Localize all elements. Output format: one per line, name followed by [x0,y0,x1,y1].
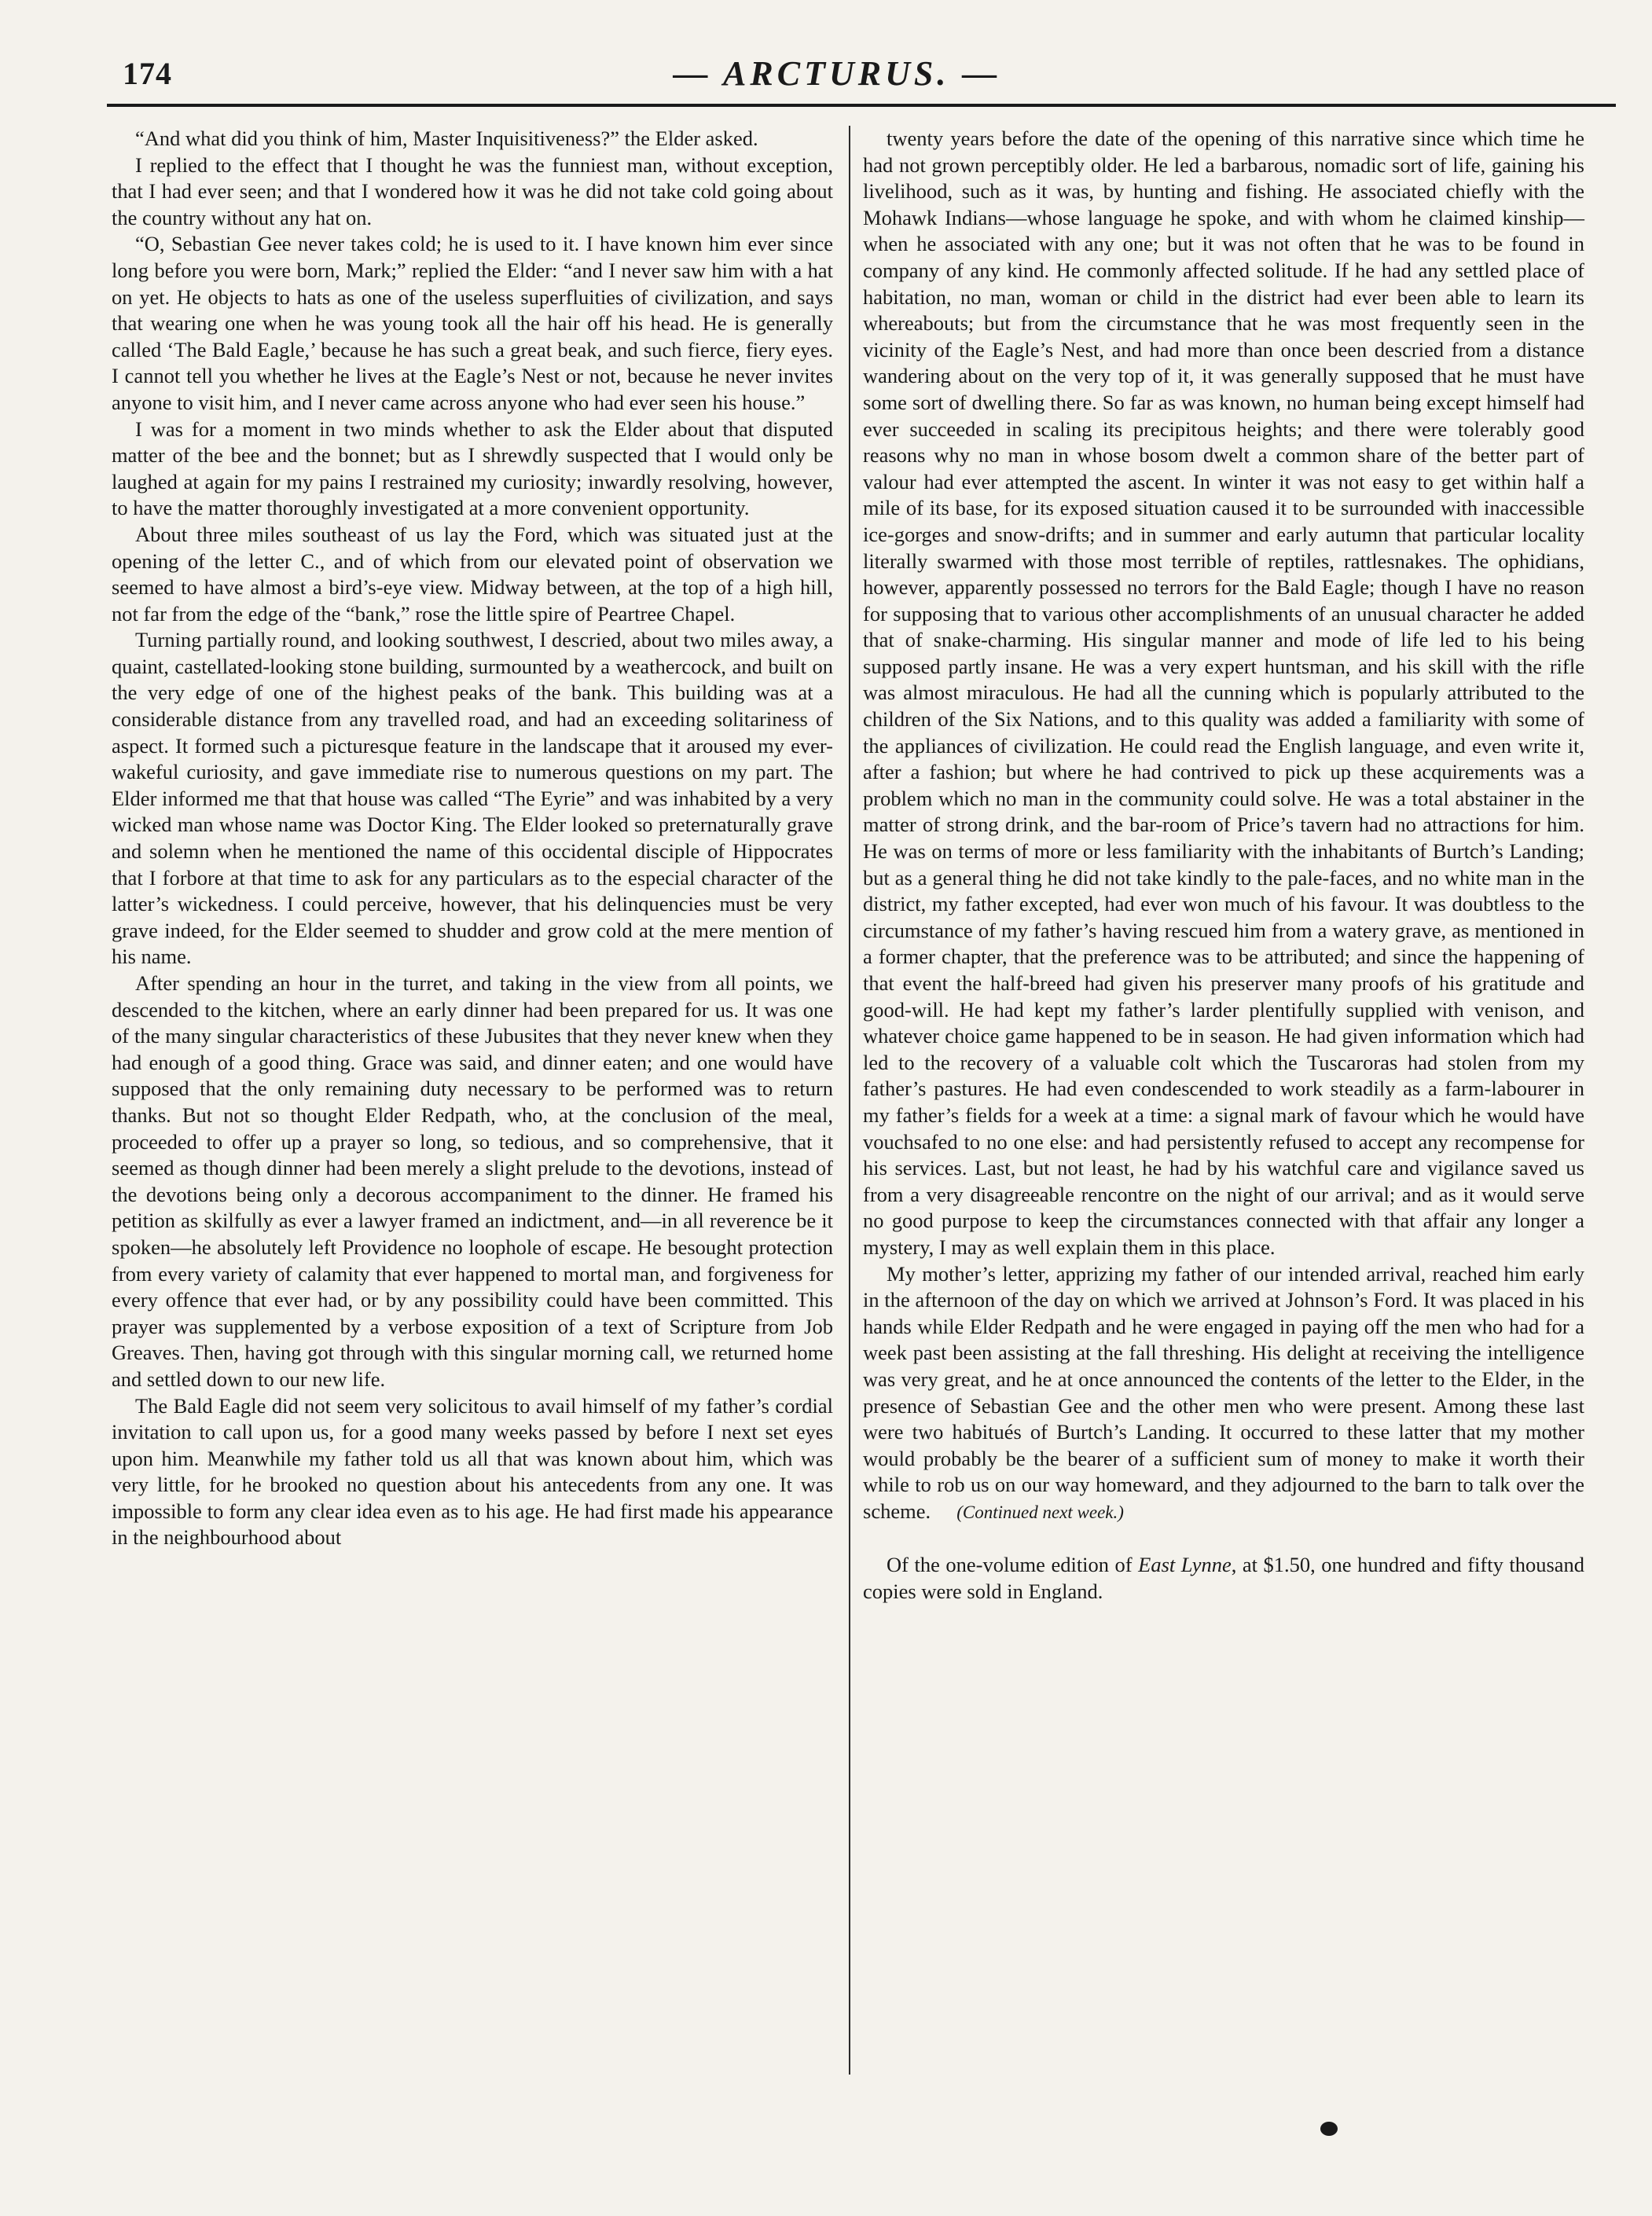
paragraph: The Bald Eagle did not seem very solicitous to avail himself of my father’s cordial invitation to call upon us, for a good many weeks passed by before I next set eyes upon him. Meanwhile my father told us all that was known about him, which was very little, for he brooked no question about his antecedents from any one. It was impossible to form any clear idea even as to his age. He had first made his appearance in the neighbourhood about [112,1393,833,1550]
header-rule [107,104,1616,107]
page-header [79,50,1595,105]
paragraph [863,1261,1584,1526]
spacer [863,1525,1584,1552]
continued-note: (Continued next week.) [956,1502,1124,1522]
paragraph: “And what did you think of him, Master Inquisitiveness?” the Elder asked. [135,127,758,150]
left-column [112,126,833,1551]
paragraph: Turning partially round, and looking southwest, I descried, about two miles away, a quaint, castellated-looking stone building, surmounted by a weathercock, and built on the very edge of one of the highest peaks of the bank. This building was at a considerable distance from any travelled road, and had an exceeding solitariness of aspect. It formed such a picturesque feature in the landscape that it aroused my ever-wakeful curiosity, and gave immediate rise to numerous questions on my part. The Elder informed me that that house was called “The Eyrie” and was inhabited by a very wicked man whose name was Doctor King. The Elder looked so preternaturally grave and solemn when he mentioned the name of this occidental disciple of Hippocrates that I forbore at that time to ask for any particulars as to the especial character of the latter’s wickedness. I could perceive, however, that his delinquencies must be very grave indeed, for the Elder seemed to shudder and grow cold at the mere mention of his name. [112,628,833,969]
paragraph: twenty years before the date of the opening of this narrative since which time he had not grown perceptibly older. He led a barbarous, nomadic sort of life, gaining his livelihood, such as it was, by hunting and fishing. He associated chiefly with the Mohawk Indians—whose language he spoke, and with whom he claimed kinship—when he associated with any one; but it was not often that he was to be found in company of any kind. He commonly affected solitude. If he had any settled place of habitation, no man, woman or child in the district had ever been able to learn its whereabouts; but from the circumstance that he was most frequently seen in the vicinity of the Eagle’s Nest, and had more than once been descried from a distance wandering about on the very top of it, it was generally supposed that he must have some sort of dwelling there. So far as was known, no human being except himself had ever succeeded in scaling its precipitous heights; and there were tolerably good reasons why no man in whose bosom dwelt a common share of the better part of valour had ever attempted the ascent. In winter it was not easy to get within half a mile of its base, for its exposed situation caused it to be surrounded with inaccessible ice-gorges and snow-drifts; and in summer and early autumn that particular locality literally swarmed with those most terrible of reptiles, rattlesnakes. The ophidians, however, apparently possessed no terrors for the Bald Eagle; though I have no reason for supposing that to various other accomplishments of an unusual character he added that of snake-charming. His singular manner and mode of life led to his being supposed partly insane. He was a very expert huntsman, and his skill with the rifle was almost miraculous. He had all the cunning which is popularly attributed to the children of the Six Nations, and to this quality was added a familiarity with some of the appliances of civilization. He could read the English language, and even write it, after a fashion; but where he had contrived to pick up these acquirements was a problem which no man in the community could solve. He was a total abstainer in the matter of strong drink, and the bar-room of Price’s tavern had no attractions for him. He was on terms of more or less familiarity with the inhabitants of Burtch’s Landing; but as a general thing he did not take kindly to the pale-faces, and no white man in the district, my father excepted, had ever won much of his favour. It was doubtless to the circumstance of my father’s having rescued him from a watery grave, as mentioned in a former chapter, that the preference was to be attributed; and since the happening of that event the half-breed had given his preserver many proofs of his gratitude and good-will. He had kept my father’s larder plentifully supplied with venison, and whatever choice game happened to be in season. He had given information which had led to the recovery of a valuable colt which the Tuscaroras had stolen from my father’s pastures. He had even condescended to work steadily as a farm-labourer in my father’s fields for a week at a time: a signal mark of favour which he would have vouchsafed to no one else: and had persistently refused to accept any recompense for his services. Last, but not least, he had by his watchful care and vigilance saved us from a very disagreeable rencontre on the night of our arrival; and as it would serve no good purpose to keep the circumstances connected with that affair any longer a mystery, I may as well explain them in this place. [863,127,1584,1259]
note-text: Of the one-volume edition of [887,1553,1133,1577]
masthead-title: — ARCTURUS. — [673,54,1001,93]
paragraph: About three miles southeast of us lay the Ford, which was situated just at the opening of the letter C., and of which from our elevated point of observation we seemed to have almost a bird’s-eye view. Midway between, at the top of a high hill, not far from the edge of the “bank,” rose the little spire of Peartree Chapel. [112,522,833,626]
book-title: East Lynne [1138,1553,1232,1577]
right-column [863,126,1584,1605]
paragraph: I was for a moment in two minds whether to ask the Elder about that disputed matter of the bee and the bonnet; but as I shrewdly suspected that I would only be laughed at again for my pains I restrained my curiosity; inwardly resolving, however, to have the matter thoroughly investigated at a more convenient opportunity. [112,416,833,520]
paragraph: I replied to the effect that I thought he was the funniest man, without exception, that I had ever seen; and that I wondered how it was he did not take cold going about the country without any hat on. [112,152,833,229]
ink-blot [1320,2122,1338,2136]
paragraph: After spending an hour in the turret, and taking in the view from all points, we descended to the kitchen, where an early dinner had been prepared for us. It was one of the many singular characteristics of these Jubusites that they never knew when they had enough of a good thing. Grace was said, and dinner eaten; and one would have supposed that the only remaining duty necessary to be performed was to return thanks. But not so thought Elder Redpath, who, at the conclusion of the meal, proceeded to offer up a prayer so long, so tedious, and so comprehensive, that it seemed as though dinner had been merely a slight prelude to the devotions, instead of the devotions being only a decorous accompaniment to the dinner. He framed his petition as skilfully as ever a lawyer framed an indictment, and—in all reverence be it spoken—he absolutely left Providence no loophole of escape. He besought protection from every variety of calamity that ever happened to mortal man, and forgiveness for every offence that ever had, or by any possibility could have been committed. This prayer was supplemented by a verbose exposition of a text of Scripture from Job Greaves. Then, having got through with this singular morning call, we returned home and settled down to our new life. [112,971,833,1391]
paragraph: “O, Sebastian Gee never takes cold; he is used to it. I have known him ever since long before you were born, Mark;” replied the Elder: “and I never saw him with a hat on yet. He objects to hats as one of the useless superfluities of civilization, and says that wearing one when he was young took all the hair off his head. He is generally called ‘The Bald Eagle,’ because he has such a great beak, and such fierce, fiery eyes. I cannot tell you whether he lives at the Eagle’s Nest or not, because he never invites anyone to visit him, and I never came across anyone who had ever seen his house.” [112,232,833,414]
paragraph-text: My mother’s letter, apprizing my father of our intended arrival, reached him early in the afternoon of the day on which we arrived at Johnson’s Ford. It was placed in his hands while Elder Redpath and he were engaged in paying off the men who had for a week past been assisting at the fall threshing. His delight at receiving the intelligence was very great, and he at once announced the contents of the letter to the Elder, in the presence of Sebastian Gee and the other men who were present. Among these last were two habitués of Burtch’s Landing. It occurred to these latter that my mother would probably be the bearer of a sufficient sum of money to make it worth their while to rob us on our way homeward, and they adjourned to the barn to talk over the scheme. [863,1261,1584,1523]
news-note [863,1552,1584,1605]
note-text: , at $1.50, one hundred and fifty thousand copies were sold in England. [863,1553,1585,1604]
column-divider [849,126,850,2075]
page-number: 174 [123,56,172,91]
